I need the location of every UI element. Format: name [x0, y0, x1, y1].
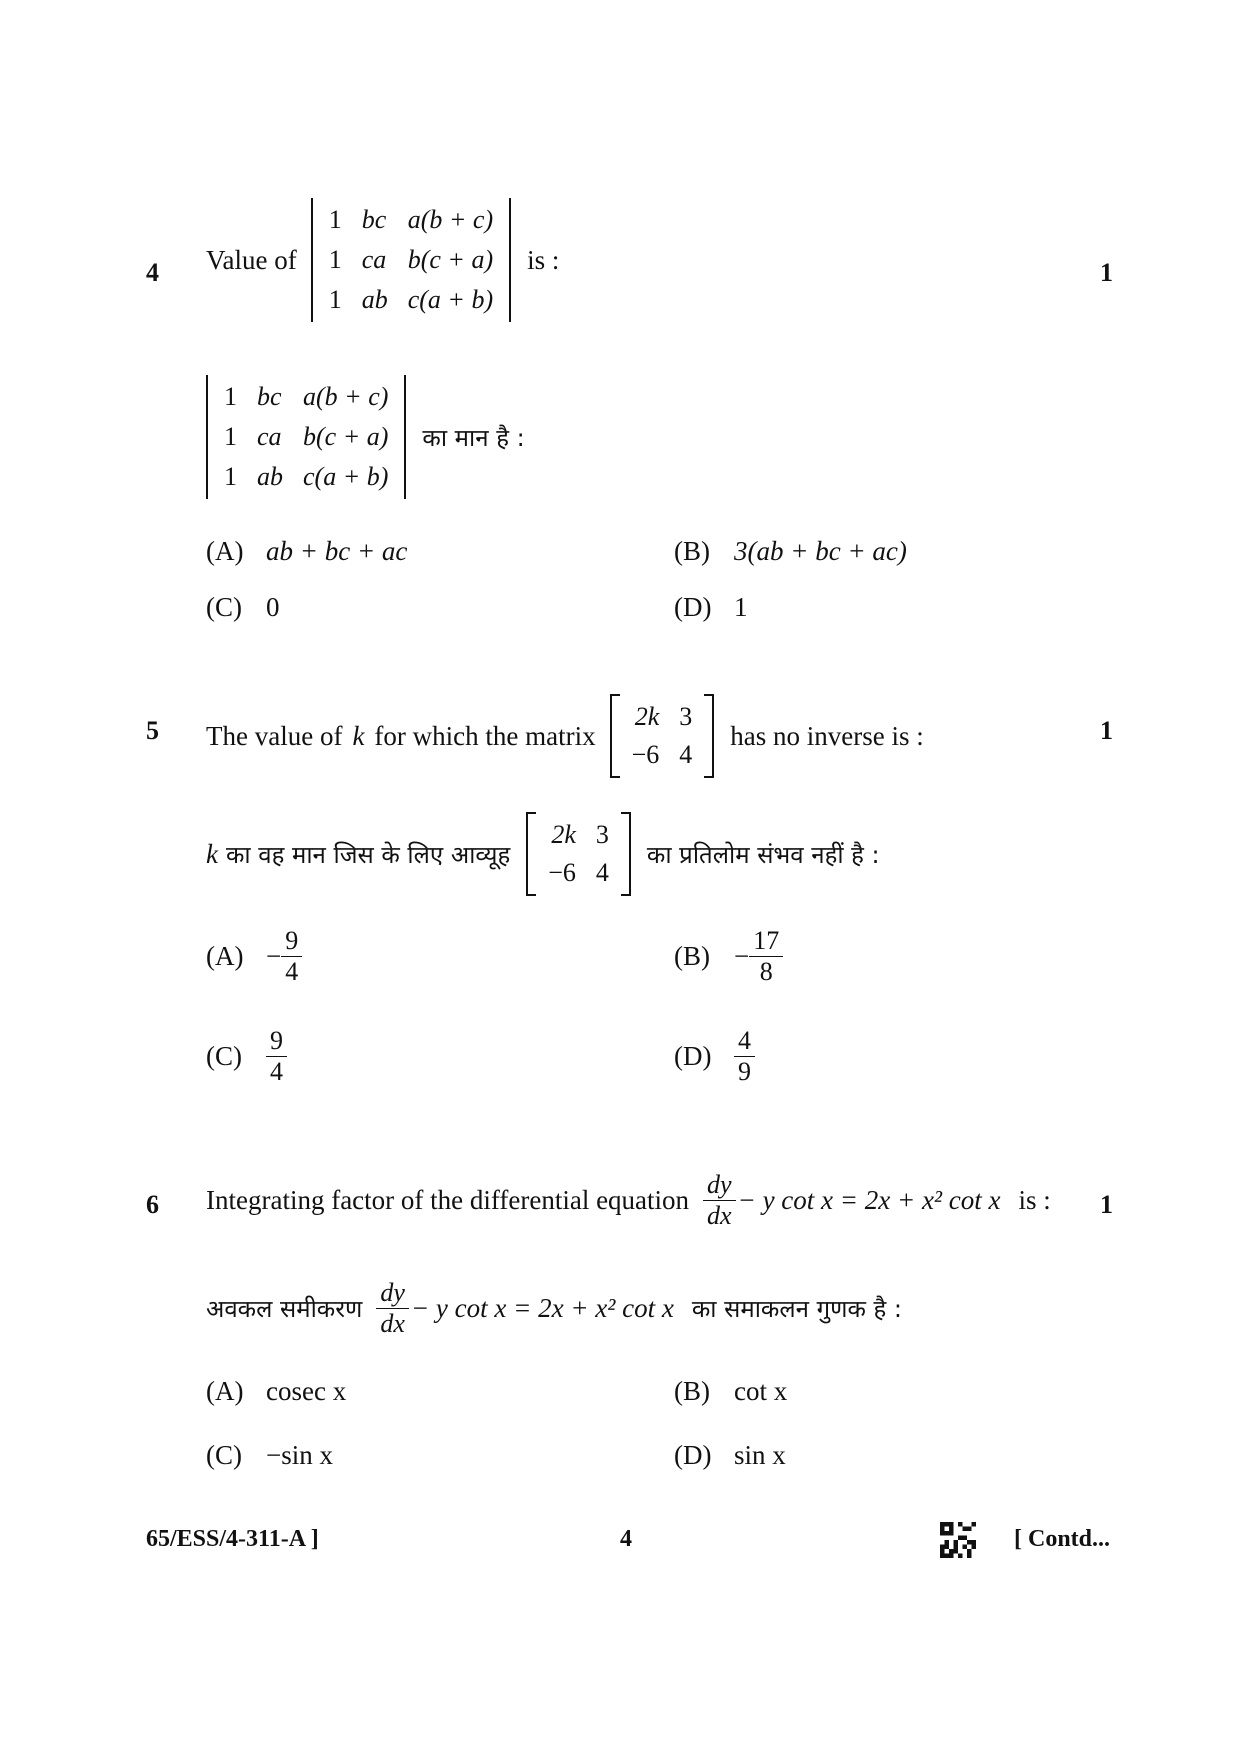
matrix-cell: 2k [634, 702, 660, 731]
question-6-english [206, 1170, 1051, 1231]
det-cell: 1 [224, 422, 237, 451]
fraction [749, 926, 783, 987]
numerator: 9 [281, 926, 302, 957]
det-cell: a(b + c) [303, 382, 389, 411]
denominator: dx [707, 1201, 732, 1230]
option-value: 1 [734, 592, 748, 622]
det-cell: 1 [328, 285, 342, 314]
option-label: (A) [206, 1376, 244, 1406]
option-value: cosec x [266, 1376, 347, 1406]
option-label: (D) [674, 592, 712, 622]
matrix-cell: 2k [551, 820, 576, 849]
derivative-fraction [703, 1170, 736, 1231]
option-label: (C) [206, 592, 242, 622]
option-label: (A) [206, 941, 244, 971]
question-number: 4 [146, 258, 159, 287]
det-cell: 1 [328, 205, 342, 234]
option-sign: − [734, 941, 750, 971]
option-b[interactable] [674, 536, 907, 567]
option-label: (B) [674, 536, 710, 566]
det-cell: 1 [224, 462, 237, 491]
option-a[interactable] [206, 1376, 346, 1407]
det-cell: 1 [328, 245, 342, 274]
option-label: (D) [674, 1440, 712, 1470]
equation: − y cot x = 2x + x² cot x [737, 1185, 1001, 1215]
matrix-cell: 4 [595, 858, 609, 887]
option-value: 3(ab + bc + ac) [734, 536, 907, 566]
marks: 1 [1100, 1190, 1113, 1219]
question-text-hindi: का मान है : [422, 423, 525, 452]
variable: k [206, 838, 218, 869]
numerator: 17 [749, 926, 783, 957]
denominator: 8 [759, 957, 773, 986]
continued-label: [ Contd... [1014, 1526, 1111, 1552]
det-cell: ca [257, 422, 282, 451]
question-text-hindi: का प्रतिलोम संभव नहीं है : [646, 840, 880, 869]
det-cell: c(a + b) [407, 285, 494, 314]
option-label: (C) [206, 1440, 242, 1470]
matrix-cell: 4 [679, 740, 693, 769]
option-label: (B) [674, 1376, 710, 1406]
question-text-hindi: का वह मान जिस के लिए आव्यूह [225, 840, 511, 869]
question-text: has no inverse is : [730, 720, 924, 751]
determinant [206, 375, 406, 499]
question-5-hindi [206, 812, 880, 896]
numerator: dy [703, 1170, 736, 1201]
det-cell: 1 [224, 382, 237, 411]
option-label: (A) [206, 536, 244, 566]
matrix-cell: 3 [595, 820, 609, 849]
option-d[interactable] [674, 1440, 786, 1471]
det-cell: b(c + a) [407, 245, 494, 274]
option-d[interactable] [674, 592, 748, 623]
question-4-english [206, 198, 559, 322]
question-text: The value of [206, 720, 343, 751]
option-b[interactable] [674, 926, 783, 987]
option-value: −sin x [266, 1440, 333, 1470]
option-label: (B) [674, 941, 710, 971]
question-text: Value of [206, 244, 297, 275]
numerator: dy [376, 1278, 409, 1309]
determinant [311, 198, 511, 322]
marks: 1 [1100, 716, 1113, 745]
det-cell: ca [361, 245, 387, 274]
matrix-cell: 3 [679, 702, 693, 731]
question-text-hindi: अवकल समीकरण [206, 1295, 363, 1323]
option-a[interactable] [206, 926, 302, 987]
det-cell: bc [361, 205, 387, 234]
fraction [734, 1026, 755, 1087]
marks: 1 [1100, 258, 1113, 287]
option-b[interactable] [674, 1376, 787, 1407]
matrix [610, 694, 715, 778]
option-sign: − [266, 941, 282, 971]
question-5-english [206, 694, 924, 778]
variable: k [352, 720, 365, 751]
denominator: 4 [285, 957, 299, 986]
question-text: is : [527, 244, 560, 275]
numerator: 9 [266, 1026, 287, 1057]
det-cell: b(c + a) [303, 422, 389, 451]
denominator: 9 [738, 1057, 751, 1086]
question-6-hindi [206, 1278, 902, 1339]
equation: − y cot x = 2x + x² cot x [410, 1293, 674, 1323]
fraction [266, 1026, 287, 1087]
page-number: 4 [620, 1526, 632, 1552]
denominator: dx [380, 1309, 405, 1338]
option-c[interactable] [206, 1440, 333, 1471]
derivative-fraction [376, 1278, 409, 1339]
fraction [281, 926, 302, 987]
matrix [526, 812, 631, 896]
qr-code-icon [940, 1522, 976, 1558]
question-text: for which the matrix [374, 720, 596, 751]
option-label: (C) [206, 1041, 242, 1071]
question-number: 6 [146, 1190, 159, 1219]
det-cell: bc [257, 382, 282, 411]
det-cell: c(a + b) [303, 462, 389, 491]
question-number: 5 [146, 716, 159, 745]
option-c[interactable] [206, 592, 280, 623]
option-value: sin x [734, 1440, 786, 1470]
paper-code: 65/ESS/4-311-A ] [146, 1526, 319, 1552]
question-text-hindi: का समाकलन गुणक है : [691, 1295, 902, 1323]
option-a[interactable] [206, 536, 407, 567]
det-cell: ab [361, 285, 388, 314]
question-4-hindi [206, 375, 525, 499]
question-text: Integrating factor of the differential equation [206, 1185, 690, 1215]
det-cell: a(b + c) [407, 205, 494, 234]
numerator: 4 [734, 1026, 755, 1057]
matrix-cell: −6 [631, 740, 660, 769]
option-c[interactable] [206, 1026, 287, 1087]
option-label: (D) [674, 1041, 712, 1071]
option-value: 0 [266, 592, 280, 622]
det-cell: ab [257, 462, 283, 491]
option-value: ab + bc + ac [266, 536, 408, 566]
option-value: cot x [734, 1376, 788, 1406]
question-text: is : [1018, 1185, 1051, 1215]
matrix-cell: −6 [548, 858, 576, 887]
option-d[interactable] [674, 1026, 755, 1087]
denominator: 4 [270, 1057, 283, 1086]
